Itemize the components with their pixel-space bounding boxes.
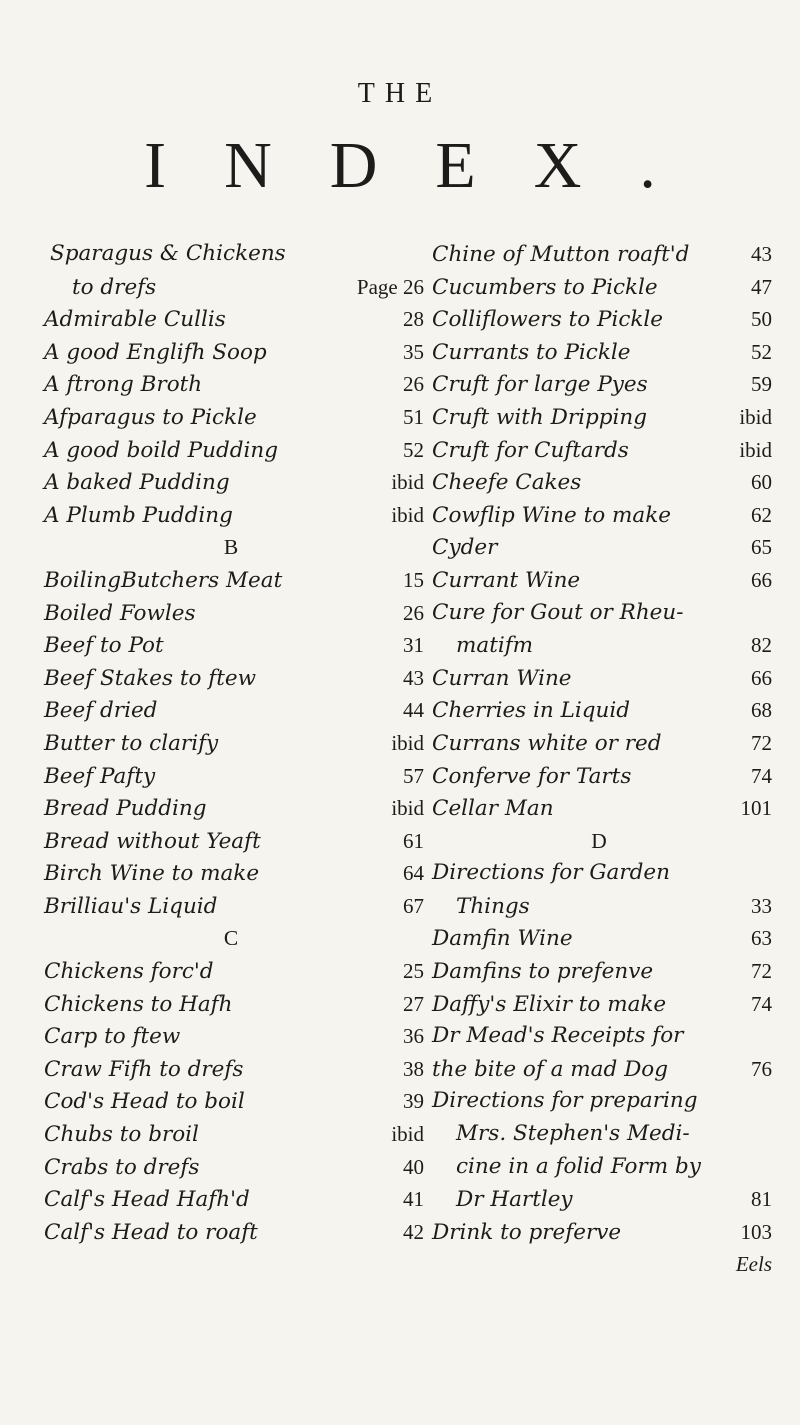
index-entry — [432, 499, 772, 532]
entry-page: 51 — [403, 404, 424, 429]
entry-text: Cherries in Liquid — [432, 698, 631, 724]
entry-text: Craw Fifh to drefs — [44, 1056, 244, 1082]
entry-page: 65 — [751, 535, 772, 560]
index-entry — [44, 955, 424, 988]
entry-text: Butter to clarify — [44, 730, 219, 756]
entry-text: Chubs to broil — [44, 1122, 199, 1148]
entry-text: Things — [456, 893, 530, 919]
entry-page: 66 — [751, 567, 772, 592]
entry-page: 81 — [751, 1187, 772, 1212]
entry-page: 72 — [751, 959, 772, 984]
entry-text: Calf's Head to roaft — [44, 1219, 258, 1245]
entry-page: 61 — [403, 828, 424, 853]
index-entry — [44, 1085, 424, 1118]
entry-text: Mrs. Stephen's Medi- — [456, 1121, 690, 1147]
entry-text: Currant Wine — [432, 567, 581, 593]
entry-page: 67 — [403, 893, 424, 918]
index-entry — [432, 238, 772, 271]
index-entry — [44, 1020, 424, 1053]
index-entry — [432, 303, 772, 336]
entry-page: 74 — [751, 763, 772, 788]
index-entry — [432, 401, 772, 434]
index-entry — [432, 531, 772, 564]
entry-text: Currants to Pickle — [432, 339, 631, 365]
index-entry — [44, 434, 424, 467]
index-letter-heading — [432, 825, 772, 858]
entry-page: 25 — [403, 959, 424, 984]
entry-text: Beef to Pot — [44, 633, 164, 659]
index-entry — [44, 1118, 424, 1151]
index-entry — [44, 760, 424, 793]
header-the: THE — [357, 78, 443, 109]
entry-page: 40 — [403, 1154, 424, 1179]
index-entry — [432, 760, 772, 793]
entry-page: 44 — [403, 698, 424, 723]
index-entry — [432, 662, 772, 695]
entry-text: Currans white or red — [432, 730, 662, 756]
entry-page: ibid — [391, 730, 424, 755]
index-entry — [44, 1151, 424, 1184]
index-entry — [432, 271, 772, 304]
entry-text: Afparagus to Pickle — [44, 404, 257, 430]
entry-page: 101 — [740, 796, 772, 821]
entry-text: Directions for preparing — [432, 1088, 698, 1114]
entry-text: Cruft for Cuftards — [432, 437, 629, 463]
entry-text: matifm — [456, 633, 534, 659]
entry-page: 64 — [403, 861, 424, 886]
index-column-right — [432, 238, 772, 1281]
entry-page: 74 — [751, 991, 772, 1016]
index-entry — [432, 466, 772, 499]
entry-page: ibid — [391, 470, 424, 495]
entry-text: Bread without Yeaft — [44, 828, 261, 854]
entry-page: 50 — [751, 307, 772, 332]
entry-text: D — [591, 828, 607, 853]
index-entry — [44, 238, 424, 271]
index-entry — [44, 303, 424, 336]
entry-text: Cellar Man — [432, 796, 554, 822]
index-entry — [432, 955, 772, 988]
index-entry — [432, 1085, 772, 1118]
entry-page: 82 — [751, 633, 772, 658]
index-entry — [432, 629, 772, 662]
entry-page: 43 — [403, 665, 424, 690]
entry-text: the bite of a mad Dog — [432, 1056, 669, 1082]
entry-page: 59 — [751, 372, 772, 397]
entry-page: 26 — [403, 600, 424, 625]
index-entry — [44, 727, 424, 760]
entry-text: Cure for Gout or Rheu- — [432, 599, 684, 625]
entry-text: Cowflip Wine to make — [432, 502, 671, 528]
index-entry — [44, 564, 424, 597]
entry-page: ibid — [391, 796, 424, 821]
entry-text: Crabs to drefs — [44, 1154, 200, 1180]
entry-text: Cucumbers to Pickle — [432, 274, 658, 300]
entry-text: C — [223, 926, 239, 951]
entry-text: Calf's Head Hafh'd — [44, 1187, 250, 1213]
entry-text: Chine of Mutton roaft'd — [432, 242, 690, 267]
entry-page: 31 — [403, 633, 424, 658]
index-entry — [432, 792, 772, 825]
entry-text: Dr Mead's Receipts for — [432, 1023, 684, 1049]
entry-page: 60 — [751, 470, 772, 495]
entry-text: Directions for Garden — [432, 860, 670, 886]
index-entry — [432, 857, 772, 890]
index-entry — [432, 368, 772, 401]
entry-text: cine in a folid Form by — [456, 1153, 701, 1179]
entry-text: B — [223, 535, 239, 560]
entry-text: Chickens forc'd — [44, 959, 214, 985]
index-entry — [44, 694, 424, 727]
index-entry — [44, 890, 424, 923]
entry-page: 103 — [740, 1219, 772, 1244]
index-entry — [432, 1183, 772, 1216]
entry-page: Page 26 — [356, 274, 424, 299]
entry-text: Damfins to prefenve — [432, 959, 654, 985]
entry-page: 35 — [403, 339, 424, 364]
entry-text: Admirable Cullis — [44, 307, 226, 333]
entry-text: A ftrong Broth — [44, 372, 203, 398]
index-entry — [432, 890, 772, 923]
index-letter-heading — [44, 531, 424, 564]
entry-page: ibid — [391, 502, 424, 527]
entry-text: Sparagus & Chickens — [50, 241, 286, 266]
entry-page: 27 — [403, 991, 424, 1016]
entry-text: Birch Wine to make — [44, 861, 260, 887]
index-entry — [44, 271, 424, 304]
entry-page: 63 — [751, 926, 772, 951]
index-entry — [44, 401, 424, 434]
index-entry — [44, 857, 424, 890]
entry-text: Brilliau's Liquid — [44, 893, 218, 919]
index-entry — [44, 1183, 424, 1216]
index-entry — [432, 336, 772, 369]
entry-text: A good Englifh Soop — [44, 339, 267, 365]
entry-text: Colliflowers to Pickle — [432, 307, 664, 333]
index-entry — [44, 499, 424, 532]
entry-page: 39 — [403, 1089, 424, 1114]
entry-page: ibid — [739, 437, 772, 462]
entry-text: A Plumb Pudding — [44, 502, 233, 528]
page-title: INDEX. — [144, 129, 714, 202]
entry-page: ibid — [391, 1122, 424, 1147]
entry-page: 38 — [403, 1056, 424, 1081]
entry-text: Conferve for Tarts — [432, 763, 632, 789]
index-entry — [432, 1118, 772, 1151]
entry-page: 33 — [751, 893, 772, 918]
entry-text: Curran Wine — [432, 665, 572, 691]
index-entry — [432, 434, 772, 467]
entry-page: 72 — [751, 730, 772, 755]
entry-page: Eels — [735, 1252, 772, 1277]
entry-text: BoilingButchers Meat — [44, 567, 283, 593]
entry-text: Beef dried — [44, 698, 158, 724]
entry-text: Cruft for large Pyes — [432, 372, 648, 398]
entry-text: Beef Pafty — [44, 763, 156, 789]
entry-page: ibid — [739, 404, 772, 429]
entry-text: A good boild Pudding — [44, 437, 278, 463]
entry-text: Carp to ftew — [44, 1024, 181, 1050]
entry-page: 28 — [403, 307, 424, 332]
entry-text: Boiled Fowles — [44, 600, 196, 626]
index-entry — [44, 825, 424, 858]
entry-page: 41 — [403, 1187, 424, 1212]
index-entry — [44, 1053, 424, 1086]
entry-page: 47 — [751, 274, 772, 299]
entry-page: 66 — [751, 665, 772, 690]
index-entry — [44, 1216, 424, 1249]
entry-page: 76 — [751, 1056, 772, 1081]
entry-page: 42 — [403, 1219, 424, 1244]
index-entry — [432, 727, 772, 760]
entry-page: 26 — [403, 372, 424, 397]
entry-text: Chickens to Hafh — [44, 991, 233, 1017]
index-entry — [44, 368, 424, 401]
index-entry — [432, 564, 772, 597]
index-entry — [44, 988, 424, 1021]
index-entry — [432, 694, 772, 727]
index-entry — [44, 629, 424, 662]
index-entry — [44, 336, 424, 369]
index-entry — [432, 1053, 772, 1086]
entry-text: to drefs — [72, 274, 157, 300]
entry-text: A baked Pudding — [44, 470, 230, 496]
entry-page: 15 — [403, 567, 424, 592]
entry-page: 62 — [751, 502, 772, 527]
index-entry — [432, 597, 772, 630]
index-entry — [44, 662, 424, 695]
index-entry — [44, 466, 424, 499]
entry-text: Drink to preferve — [432, 1219, 622, 1245]
entry-text: Cheefe Cakes — [432, 470, 582, 496]
entry-text: Cod's Head to boil — [44, 1089, 245, 1115]
entry-page: 57 — [403, 763, 424, 788]
entry-text: Cruft with Dripping — [432, 404, 648, 430]
index-entry — [432, 1248, 772, 1281]
entry-text: Daffy's Elixir to make — [432, 991, 667, 1017]
entry-page: 52 — [403, 437, 424, 462]
entry-page: 36 — [403, 1024, 424, 1049]
index-letter-heading — [44, 922, 424, 955]
index-entry — [432, 1020, 772, 1053]
index-entry — [432, 922, 772, 955]
index-entry — [44, 597, 424, 630]
entry-page: 43 — [751, 242, 772, 266]
index-column-left — [44, 238, 424, 1248]
entry-page: 52 — [751, 339, 772, 364]
entry-text: Dr Hartley — [456, 1187, 573, 1213]
entry-text: Cyder — [432, 535, 498, 561]
index-entry — [432, 988, 772, 1021]
entry-page: 68 — [751, 698, 772, 723]
index-entry — [44, 792, 424, 825]
index-entry — [432, 1216, 772, 1249]
entry-text: Beef Stakes to ftew — [44, 665, 256, 691]
index-entry — [432, 1151, 772, 1184]
entry-text: Damfin Wine — [432, 926, 573, 952]
entry-text: Bread Pudding — [44, 796, 207, 822]
